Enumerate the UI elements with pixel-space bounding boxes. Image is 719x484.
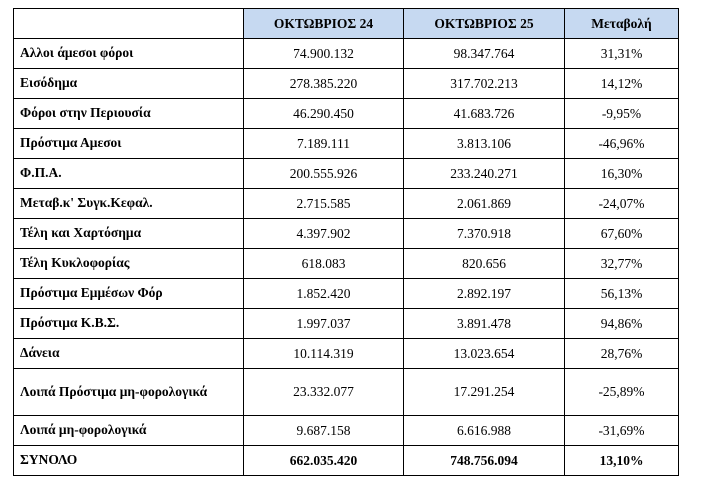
value-oct-25: 820.656	[404, 249, 565, 279]
value-oct-25: 7.370.918	[404, 219, 565, 249]
table-row	[14, 339, 679, 369]
value-oct-24: 10.114.319	[244, 339, 404, 369]
table-header	[14, 9, 679, 39]
value-change: 56,13%	[565, 279, 679, 309]
total-oct-25: 748.756.094	[404, 446, 565, 476]
table-row	[14, 309, 679, 339]
value-change: -24,07%	[565, 189, 679, 219]
value-oct-25: 6.616.988	[404, 416, 565, 446]
value-oct-24: 4.397.902	[244, 219, 404, 249]
row-label: Τέλη Κυκλοφορίας	[14, 249, 244, 279]
header-change: Μεταβολή	[565, 9, 679, 39]
value-oct-25: 41.683.726	[404, 99, 565, 129]
value-oct-24: 618.083	[244, 249, 404, 279]
table-row	[14, 99, 679, 129]
value-change: 31,31%	[565, 39, 679, 69]
row-label: Πρόστιμα Εμμέσων Φόρ	[14, 279, 244, 309]
value-oct-25: 13.023.654	[404, 339, 565, 369]
value-oct-25: 17.291.254	[404, 369, 565, 416]
table-body	[14, 39, 679, 476]
header-oct-25: ΟΚΤΩΒΡΙΟΣ 25	[404, 9, 565, 39]
row-label: Λοιπά μη-φορολογικά	[14, 416, 244, 446]
row-label: Εισόδημα	[14, 69, 244, 99]
row-label: Πρόστιμα Κ.Β.Σ.	[14, 309, 244, 339]
value-oct-25: 3.813.106	[404, 129, 565, 159]
value-oct-24: 7.189.111	[244, 129, 404, 159]
value-oct-25: 233.240.271	[404, 159, 565, 189]
total-label: ΣΥΝΟΛΟ	[14, 446, 244, 476]
row-label: Φ.Π.Α.	[14, 159, 244, 189]
value-change: 16,30%	[565, 159, 679, 189]
value-oct-24: 1.997.037	[244, 309, 404, 339]
table-row	[14, 279, 679, 309]
header-corner-cell	[14, 9, 244, 39]
row-label: Μεταβ.κ' Συγκ.Κεφαλ.	[14, 189, 244, 219]
value-change: 32,77%	[565, 249, 679, 279]
table-row	[14, 159, 679, 189]
value-oct-24: 200.555.926	[244, 159, 404, 189]
header-row	[14, 9, 679, 39]
row-label: Λοιπά Πρόστιμα μη-φορολογικά	[14, 369, 244, 416]
value-oct-24: 46.290.450	[244, 99, 404, 129]
value-oct-25: 3.891.478	[404, 309, 565, 339]
table-row	[14, 189, 679, 219]
value-oct-24: 23.332.077	[244, 369, 404, 416]
table-row	[14, 219, 679, 249]
table-row	[14, 69, 679, 99]
value-oct-25: 317.702.213	[404, 69, 565, 99]
total-oct-24: 662.035.420	[244, 446, 404, 476]
row-label: Πρόστιμα Αμεσοι	[14, 129, 244, 159]
table-row	[14, 369, 679, 416]
value-oct-24: 9.687.158	[244, 416, 404, 446]
value-change: 67,60%	[565, 219, 679, 249]
value-change: 14,12%	[565, 69, 679, 99]
value-change: -9,95%	[565, 99, 679, 129]
table-row	[14, 129, 679, 159]
table-row	[14, 39, 679, 69]
revenue-comparison-table	[13, 8, 679, 476]
table-row	[14, 249, 679, 279]
value-change: -46,96%	[565, 129, 679, 159]
value-change: -31,69%	[565, 416, 679, 446]
value-oct-24: 74.900.132	[244, 39, 404, 69]
value-oct-24: 2.715.585	[244, 189, 404, 219]
row-label: Αλλοι άμεσοι φόροι	[14, 39, 244, 69]
row-label: Τέλη και Χαρτόσημα	[14, 219, 244, 249]
total-change: 13,10%	[565, 446, 679, 476]
row-label: Δάνεια	[14, 339, 244, 369]
header-oct-24: ΟΚΤΩΒΡΙΟΣ 24	[244, 9, 404, 39]
value-oct-24: 278.385.220	[244, 69, 404, 99]
value-change: 28,76%	[565, 339, 679, 369]
table-row	[14, 416, 679, 446]
value-change: 94,86%	[565, 309, 679, 339]
value-oct-25: 2.892.197	[404, 279, 565, 309]
value-change: -25,89%	[565, 369, 679, 416]
total-row	[14, 446, 679, 476]
value-oct-25: 98.347.764	[404, 39, 565, 69]
row-label: Φόροι στην Περιουσία	[14, 99, 244, 129]
value-oct-25: 2.061.869	[404, 189, 565, 219]
value-oct-24: 1.852.420	[244, 279, 404, 309]
